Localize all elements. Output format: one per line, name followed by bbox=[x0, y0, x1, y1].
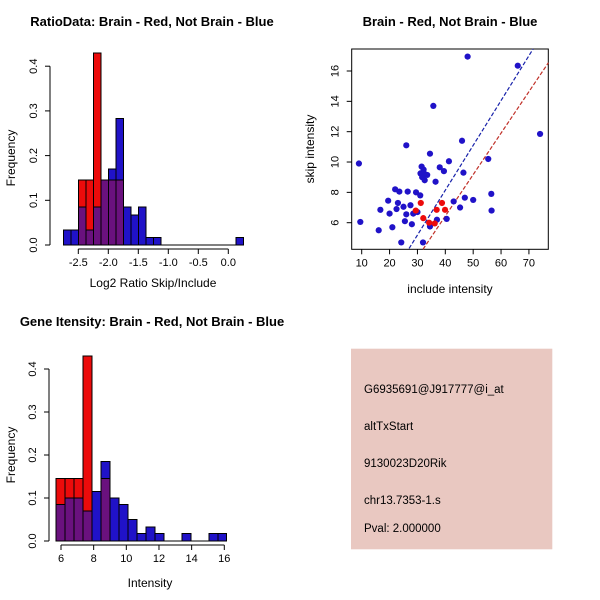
hist-bar bbox=[74, 498, 83, 541]
data-point bbox=[407, 202, 413, 208]
data-point bbox=[488, 191, 494, 197]
data-point bbox=[417, 192, 423, 198]
data-point bbox=[395, 200, 401, 206]
data-point bbox=[439, 200, 445, 206]
hist-bar bbox=[86, 230, 94, 245]
x-tick-label: 14 bbox=[185, 553, 198, 565]
y-tick-label: 0.0 bbox=[27, 533, 39, 549]
hist-bar bbox=[137, 534, 146, 541]
data-point bbox=[457, 204, 463, 210]
ratio-hist-plot-area bbox=[28, 53, 243, 269]
hist-bar bbox=[71, 230, 79, 245]
data-point bbox=[432, 179, 438, 185]
gene-hist-ylabel: Frequency bbox=[4, 426, 18, 484]
pval-text: Pval: 2.000000 bbox=[364, 523, 441, 535]
data-point bbox=[426, 220, 432, 226]
data-point bbox=[430, 103, 436, 109]
data-point bbox=[356, 160, 362, 166]
x-tick-label: 60 bbox=[494, 257, 508, 270]
data-point bbox=[376, 227, 382, 233]
data-point bbox=[465, 53, 471, 59]
y-tick-label: 0.3 bbox=[28, 103, 40, 119]
x-tick-label: -2.0 bbox=[98, 257, 118, 269]
data-point bbox=[444, 216, 450, 222]
x-tick-label: -0.5 bbox=[188, 257, 208, 269]
data-point bbox=[405, 189, 411, 195]
x-tick-label: -1.0 bbox=[158, 257, 178, 269]
gene-hist-title: Gene Itensity: Brain - Red, Not Brain - Blue bbox=[19, 314, 285, 329]
data-point bbox=[396, 189, 402, 195]
data-point bbox=[446, 158, 452, 164]
hist-bar bbox=[101, 461, 110, 478]
data-point bbox=[515, 63, 521, 69]
not-brain-fit-line bbox=[409, 49, 533, 248]
x-tick-label: 50 bbox=[467, 257, 480, 270]
hist-bar bbox=[236, 237, 244, 245]
event-type-text: altTxStart bbox=[364, 421, 414, 433]
hist-bar bbox=[83, 511, 92, 541]
data-point bbox=[470, 197, 476, 203]
data-point bbox=[357, 219, 363, 225]
y-tick-label: 0.1 bbox=[27, 490, 39, 506]
hist-bar bbox=[101, 180, 109, 245]
hist-bar bbox=[65, 498, 74, 541]
data-point bbox=[409, 221, 415, 227]
data-point bbox=[424, 172, 430, 178]
ratio-hist-ylabel: Frequency bbox=[4, 129, 18, 187]
gene-hist-plot-area bbox=[27, 356, 230, 565]
data-point bbox=[427, 151, 433, 157]
hist-bar bbox=[218, 534, 227, 541]
hist-bar bbox=[93, 53, 101, 207]
x-tick-label: 12 bbox=[152, 553, 166, 565]
data-point bbox=[377, 207, 383, 213]
hist-bar bbox=[146, 237, 154, 245]
x-tick-label: 30 bbox=[411, 257, 424, 270]
hist-bar bbox=[116, 180, 124, 245]
hist-bar bbox=[108, 169, 116, 180]
data-point bbox=[402, 218, 408, 224]
panel-gene-histogram bbox=[4, 314, 284, 590]
gene-symbol-text: 9130023D20Rik bbox=[364, 458, 447, 470]
hist-bar bbox=[56, 504, 65, 541]
plot-box bbox=[352, 49, 549, 249]
y-tick-label: 0.2 bbox=[27, 447, 39, 463]
data-point bbox=[462, 195, 468, 201]
hist-bar bbox=[93, 207, 101, 245]
data-point bbox=[459, 138, 465, 144]
probe-id-text: G6935691@J917777@i_at bbox=[364, 384, 504, 396]
y-tick-label: 0.4 bbox=[27, 361, 39, 377]
data-point bbox=[420, 215, 426, 221]
hist-bar bbox=[83, 356, 92, 511]
panel-scatter bbox=[303, 14, 548, 296]
y-tick-label: 14 bbox=[329, 95, 342, 108]
ratio-hist-xlabel: Log2 Ratio Skip/Include bbox=[89, 276, 217, 290]
panel-gene-info bbox=[351, 349, 552, 550]
brain-fit-line bbox=[423, 63, 548, 250]
hist-bar bbox=[78, 207, 86, 245]
data-point bbox=[422, 177, 428, 183]
hist-bar bbox=[209, 534, 218, 541]
data-point bbox=[389, 224, 395, 230]
data-point bbox=[537, 131, 543, 137]
x-tick-label: 0.0 bbox=[220, 257, 236, 269]
y-tick-label: 0.0 bbox=[28, 237, 40, 253]
panel-ratio-histogram bbox=[4, 14, 274, 290]
hist-bar bbox=[182, 534, 191, 541]
x-tick-label: 16 bbox=[218, 553, 231, 565]
y-tick-label: 6 bbox=[329, 219, 342, 226]
data-point bbox=[441, 168, 447, 174]
hist-bar bbox=[116, 118, 124, 180]
hist-bar bbox=[63, 230, 71, 245]
hist-bar bbox=[78, 180, 86, 207]
hist-bar bbox=[153, 237, 161, 245]
hist-bar bbox=[119, 504, 128, 541]
x-tick-label: 70 bbox=[522, 257, 536, 270]
y-tick-label: 0.4 bbox=[28, 58, 40, 74]
data-point bbox=[420, 239, 426, 245]
hist-bar bbox=[131, 215, 139, 245]
chromosome-location-text: chr13.7353-1.s bbox=[364, 495, 441, 507]
scatter-ylabel: skip intensity bbox=[303, 114, 317, 184]
x-tick-label: 10 bbox=[355, 257, 368, 270]
hist-bar bbox=[56, 479, 65, 505]
data-point bbox=[460, 170, 466, 176]
hist-bar bbox=[101, 479, 110, 541]
gene-info-background bbox=[351, 349, 552, 550]
y-tick-label: 0.3 bbox=[27, 404, 39, 420]
data-point bbox=[385, 198, 391, 204]
data-point bbox=[485, 156, 491, 162]
x-tick-label: -1.5 bbox=[128, 257, 148, 269]
data-point bbox=[400, 204, 406, 210]
x-tick-label: -2.5 bbox=[68, 257, 88, 269]
data-point bbox=[403, 142, 409, 148]
x-tick-label: 40 bbox=[439, 257, 452, 270]
x-tick-label: 8 bbox=[90, 553, 97, 565]
hist-bar bbox=[146, 527, 155, 541]
scatter-plot-area bbox=[330, 49, 549, 269]
gene-hist-xlabel: Intensity bbox=[127, 576, 173, 590]
y-tick-label: 0.1 bbox=[28, 192, 40, 208]
data-point bbox=[418, 200, 424, 206]
y-tick-label: 10 bbox=[329, 155, 342, 169]
data-point bbox=[393, 206, 399, 212]
hist-bar bbox=[123, 207, 131, 245]
hist-bar bbox=[65, 479, 74, 498]
data-point bbox=[488, 207, 494, 213]
data-point bbox=[398, 239, 404, 245]
data-point bbox=[442, 207, 448, 213]
x-tick-label: 6 bbox=[57, 553, 65, 565]
data-point bbox=[386, 210, 392, 216]
scatter-title: Brain - Red, Not Brain - Blue bbox=[362, 14, 538, 29]
hist-bar bbox=[74, 479, 83, 498]
y-tick-label: 0.2 bbox=[28, 147, 40, 164]
hist-bar bbox=[110, 498, 119, 541]
hist-bar bbox=[92, 492, 101, 541]
data-point bbox=[432, 220, 438, 226]
y-tick-label: 12 bbox=[329, 125, 342, 138]
data-point bbox=[451, 198, 457, 204]
data-point bbox=[413, 207, 419, 213]
hist-bar bbox=[138, 207, 146, 245]
data-point bbox=[403, 211, 409, 217]
y-tick-label: 16 bbox=[329, 64, 342, 78]
hist-bar bbox=[155, 534, 164, 541]
x-tick-label: 20 bbox=[383, 257, 396, 270]
hist-bar bbox=[108, 180, 116, 245]
x-tick-label: 10 bbox=[120, 553, 133, 565]
scatter-xlabel: include intensity bbox=[407, 282, 493, 296]
y-tick-label: 8 bbox=[329, 189, 342, 196]
hist-bar bbox=[128, 520, 137, 542]
ratio-hist-title: RatioData: Brain - Red, Not Brain - Blue bbox=[30, 14, 274, 29]
hist-bar bbox=[86, 180, 94, 230]
data-point bbox=[434, 207, 440, 213]
